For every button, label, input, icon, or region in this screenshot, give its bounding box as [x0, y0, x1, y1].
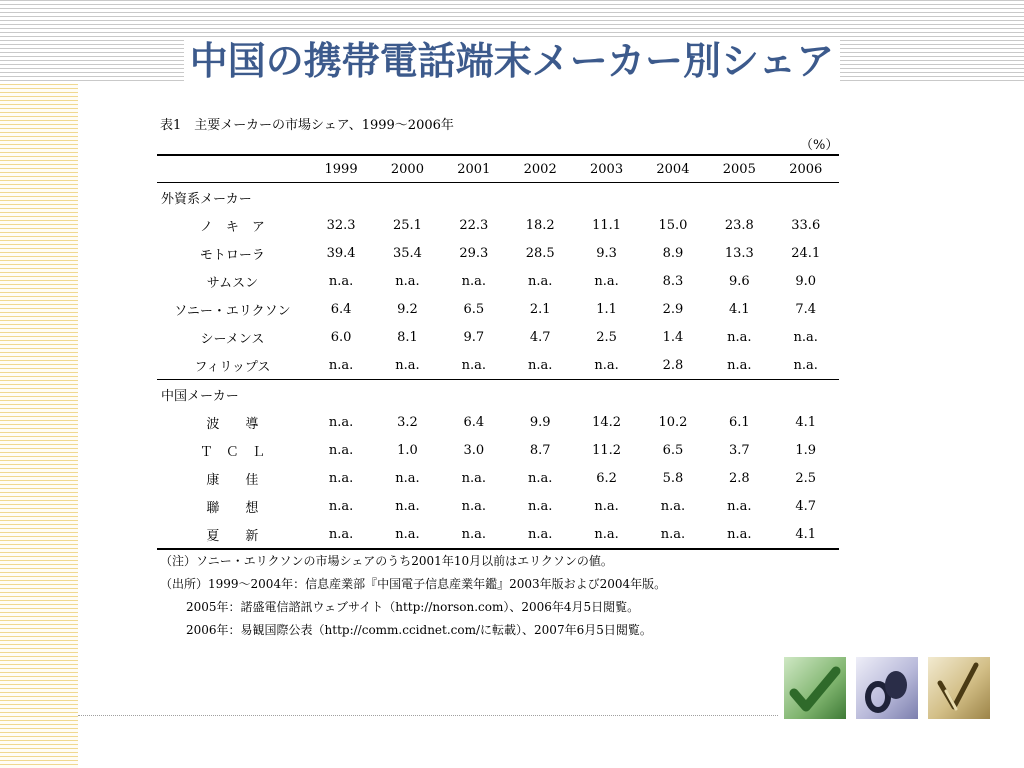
share-value: n.a.	[527, 357, 553, 373]
maker-name: モトローラ	[199, 247, 265, 263]
share-value: n.a.	[328, 442, 354, 458]
table-row	[157, 436, 839, 464]
share-value: 2.8	[728, 470, 750, 486]
share-value: n.a.	[640, 520, 706, 549]
table-caption: 表1 主要メーカーの市場シェア、1999～2006年	[160, 118, 454, 133]
share-value: 6.2	[596, 470, 617, 486]
year-header: 2006	[773, 155, 840, 183]
share-value: 9.7	[463, 329, 485, 345]
ring-thumbnail-icon	[856, 657, 918, 719]
note-line: （注）ソニー・エリクソンの市場シェアのうち2001年10月以前はエリクソンの値。	[160, 554, 613, 568]
maker-name: 康 佳	[206, 472, 259, 488]
share-value: n.a.	[308, 520, 374, 549]
year-header: 2005	[706, 155, 772, 183]
slide-title	[0, 30, 1024, 85]
share-value: 4.7	[795, 498, 817, 514]
share-value: 3.0	[463, 442, 485, 458]
share-value: n.a.	[374, 520, 440, 549]
maker-name: 波 導	[206, 416, 259, 432]
share-value: 28.5	[525, 245, 555, 261]
share-value: 35.4	[392, 245, 422, 261]
share-value: n.a.	[727, 357, 752, 373]
share-value: 18.2	[525, 217, 555, 233]
share-value: 1.9	[795, 442, 817, 458]
maker-name: 夏 新	[157, 520, 308, 549]
share-value: 6.1	[728, 414, 750, 430]
share-value: n.a.	[727, 498, 752, 514]
year-header: 2001	[441, 155, 507, 183]
share-value: 3.2	[397, 414, 418, 430]
share-value: 39.4	[326, 245, 356, 261]
table-notes	[160, 550, 666, 642]
share-value: n.a.	[395, 470, 420, 486]
share-value: n.a.	[328, 498, 354, 514]
year-header: 2003	[573, 155, 639, 183]
share-value: 9.9	[529, 414, 551, 430]
share-value: n.a.	[660, 498, 686, 514]
share-value: 13.3	[724, 245, 754, 261]
maker-name: 聯 想	[206, 500, 259, 516]
share-value: n.a.	[594, 357, 619, 373]
year-header: 2000	[374, 155, 440, 183]
share-value: n.a.	[793, 357, 818, 373]
share-value: 11.2	[592, 442, 622, 458]
share-value: n.a.	[328, 273, 354, 289]
share-value: 2.1	[529, 301, 551, 317]
share-value: 8.9	[662, 245, 684, 261]
group-header-row	[157, 183, 839, 212]
header-blank-cell	[157, 155, 308, 183]
share-value: n.a.	[441, 520, 507, 549]
share-value: 6.5	[662, 442, 684, 458]
share-value: 8.7	[529, 442, 551, 458]
share-value: n.a.	[395, 273, 420, 289]
maker-name: ノ キ ア	[199, 219, 265, 235]
table-row	[157, 211, 839, 239]
year-header-row	[157, 155, 839, 183]
maker-name: Ｔ Ｃ Ｌ	[199, 444, 265, 460]
share-value: 33.6	[791, 217, 821, 233]
left-stripe-band	[0, 84, 78, 768]
market-share-table	[157, 154, 839, 550]
share-value: n.a.	[328, 414, 354, 430]
share-value: 6.4	[463, 414, 485, 430]
share-value: 6.4	[330, 301, 352, 317]
share-value: n.a.	[461, 273, 486, 289]
share-value: 15.0	[658, 217, 688, 233]
share-value: n.a.	[527, 273, 553, 289]
share-value: n.a.	[727, 329, 752, 345]
share-value: n.a.	[461, 357, 486, 373]
share-value: 2.9	[662, 301, 684, 317]
share-value: n.a.	[395, 498, 420, 514]
share-value: 8.3	[662, 273, 684, 289]
share-value: n.a.	[793, 329, 818, 345]
share-value: 2.5	[596, 329, 617, 345]
share-value: 10.2	[658, 414, 688, 430]
share-value: n.a.	[461, 498, 486, 514]
share-value: 8.1	[397, 329, 418, 345]
share-value: 1.0	[397, 442, 418, 458]
share-value: 4.1	[728, 301, 750, 317]
table-row	[157, 295, 839, 323]
share-value: 22.3	[459, 217, 489, 233]
share-value: 23.8	[724, 217, 754, 233]
share-value: 5.8	[662, 470, 684, 486]
share-value: 6.0	[330, 329, 352, 345]
share-value: 3.7	[728, 442, 750, 458]
share-value: 4.1	[795, 414, 817, 430]
share-value: n.a.	[328, 470, 354, 486]
share-value: 4.1	[773, 520, 840, 549]
share-value: 9.6	[728, 273, 750, 289]
share-value: 25.1	[392, 217, 422, 233]
maker-name: シーメンス	[200, 331, 265, 347]
share-value: 32.3	[326, 217, 356, 233]
share-value: 29.3	[459, 245, 489, 261]
maker-name: フィリップス	[194, 359, 271, 375]
share-value: 24.1	[791, 245, 821, 261]
share-value: n.a.	[328, 357, 354, 373]
share-value: 11.1	[592, 217, 622, 233]
share-value: n.a.	[594, 273, 619, 289]
note-line: 2005年：諾盛電信諮訊ウェブサイト（http://norson.com）、2006年4月5日閲覧。	[186, 600, 640, 614]
year-header: 2004	[640, 155, 706, 183]
table-unit: （%）	[800, 138, 839, 153]
share-value: n.a.	[527, 498, 553, 514]
share-value: 9.2	[397, 301, 418, 317]
share-value: n.a.	[594, 498, 619, 514]
table-row	[157, 520, 839, 549]
group-label: 外資系メーカー	[161, 191, 252, 207]
share-value: 14.2	[592, 414, 622, 430]
share-value: 7.4	[795, 301, 817, 317]
share-value: 2.5	[795, 470, 817, 486]
table-row	[157, 492, 839, 520]
share-value: 6.5	[463, 301, 485, 317]
share-value: 1.4	[662, 329, 684, 345]
group-label: 中国メーカー	[157, 380, 839, 409]
table-row	[157, 267, 839, 295]
year-header: 1999	[308, 155, 374, 183]
table-row	[157, 351, 839, 380]
share-value: 9.3	[596, 245, 617, 261]
table-row	[157, 408, 839, 436]
slide-title-text: 中国の携帯電話端末メーカー別シェア	[184, 39, 840, 83]
year-header: 2002	[507, 155, 573, 183]
share-value: 4.7	[529, 329, 551, 345]
table-row	[157, 323, 839, 351]
share-value: 1.1	[596, 301, 617, 317]
share-value: n.a.	[706, 520, 772, 549]
share-value: n.a.	[573, 520, 639, 549]
maker-name: ソニー・エリクソン	[174, 303, 291, 319]
share-value: n.a.	[507, 520, 573, 549]
share-value: 2.8	[662, 357, 684, 373]
share-value: n.a.	[395, 357, 420, 373]
table-row	[157, 239, 839, 267]
note-line: 2006年：易観国際公表（http://comm.ccidnet.com/に転載）、2007年6月5日閲覧。	[186, 623, 652, 637]
pen-check-thumbnail-icon	[928, 657, 990, 719]
table-row	[157, 464, 839, 492]
note-line: （出所）1999～2004年：信息産業部『中国電子信息産業年鑑』2003年版および2004年版。	[160, 577, 667, 591]
bottom-divider	[78, 715, 778, 716]
share-value: n.a.	[461, 470, 486, 486]
share-value: 9.0	[795, 273, 817, 289]
share-value: n.a.	[527, 470, 553, 486]
group-header-row	[157, 380, 839, 409]
checkmark-thumbnail-icon	[784, 657, 846, 719]
maker-name: サムスン	[206, 275, 259, 291]
